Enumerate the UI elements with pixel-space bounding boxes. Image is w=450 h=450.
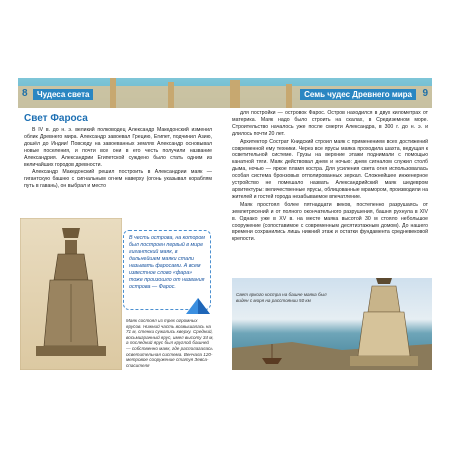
lighthouse-drawing (20, 218, 122, 370)
paragraph: Маяк простоял более пятнадцати веков, постепенно разрушаясь от землетрясений и от полного окончательного разрушения, башня рухнула в XIV в. Однако уже в XV в. на месте маяка высотой 30 м стояло небольшое сооружение (сопоставимое с современным десятиэтажным домом). До нашего времени сохранились лишь нижний этаж и остатки фундамента средневековой крепости. (232, 201, 428, 243)
right-caption: Свет яркого костра на башне маяка был виден с моря на расстоянии 50 км (236, 292, 327, 303)
page-number-right: 9 (422, 88, 428, 99)
paragraph: Александр Македонский решил построить в Александрии маяк — гигантскую башню с сигнальным огнем наверху (огонь указывал кораблям путь в гавань), он выбрал и место (24, 169, 212, 190)
left-caption: Маяк состоял из трех огромных ярусов. Нижний часть возвышалась на 71 м, стенки сужались кверху. Средний, восьмигранный ярус, имел высоту 34 м, а последний ярус был круглой башней — собственно маяк, где располагалась осветительная система. Венчала 120-метровое сооружение статуя Зевса-спасителя (126, 318, 214, 368)
right-text-column (232, 110, 428, 244)
tower-image (286, 84, 292, 108)
tower-image (168, 82, 174, 108)
tower-image (230, 80, 240, 108)
left-text-column (24, 127, 212, 191)
section-tag-left: Чудеса света (33, 89, 93, 100)
tower-image (110, 78, 116, 108)
pyramid-icon (186, 298, 210, 314)
papyrus-illustration (20, 218, 122, 370)
page-number-left: 8 (22, 88, 28, 99)
info-box: В честь острова, на котором был построен первый в мире гигантский маяк, в дальнейшем маяки стали называть фаросами. А всем известное слово «фара» тоже произошло от названия острова — Фарос. (123, 230, 211, 310)
article-title: Свет Фароса (24, 113, 88, 124)
paragraph: Архитектор Сострат Книдский строил маяк с применением всех достижений современной ему техники. Через все ярусы маяка проходила шахта, ведущая к осветительной системе. Грузы на верхние этажи поднимали с помощью канатной тяги. Маяк действовал днем и ночью: днем сигналом служил столб дыма, ночью — яркое пламя костра. Для усиления света огня использовалась особая система бронзовых отполированных зеркал. Сложнейшее инженерное устройство не помешало назвать Александрийский маяк шедевром архитектуры: величественные ярусы, облицованные мрамором, производили на жителей и гостей города незабываемое впечатление. (232, 138, 428, 200)
paragraph: В IV в. до н. э. великий полководец Александр Македонский изменил облик Древнего мира. Александр завоевал Грецию, Египет, подчинил Азию, дошёл до Индии! Повсюду на завоеванных землях Александр основывал новые поселения, и почти все они в его честь получили название Александрия. Александрии Египетской суждено было стать одним из величайших городов древности. (24, 127, 212, 168)
section-tag-right: Семь чудес Древнего мира (300, 89, 416, 100)
paragraph: для постройки — островок Фарос. Остров находился в двух километрах от материка. Маяк надо было строить на скалах, в Средиземном море. Строительство началось уже после смерти Александра, в 300 г. до н. э. и длилось почти 20 лет. (232, 110, 428, 137)
